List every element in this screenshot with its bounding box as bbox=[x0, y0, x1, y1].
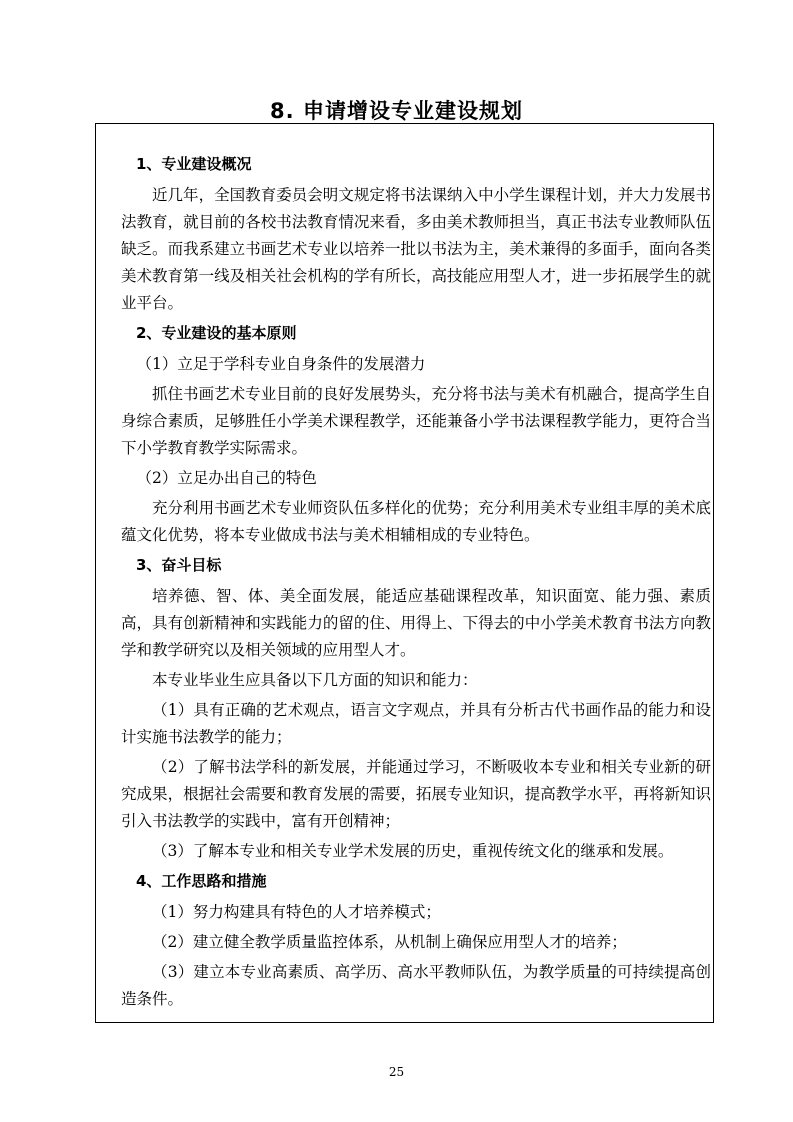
list-item: （3）建立本专业高素质、高学历、高水平教师队伍，为教学质量的可持续提高创造条件。 bbox=[121, 963, 711, 1008]
list-item: （1）努力构建具有特色的人才培养模式； bbox=[152, 903, 441, 921]
section-overview bbox=[121, 151, 711, 317]
section-heading: 2、专业建设的基本原则 bbox=[136, 324, 297, 342]
page-number: 25 bbox=[388, 1065, 405, 1079]
paragraph: 本专业毕业生应具备以下几方面的知识和能力： bbox=[152, 671, 478, 689]
page-title: 8. 申请增设专业建设规划 bbox=[270, 99, 523, 123]
paragraph: 抓住书画艺术专业目前的良好发展势头，充分将书法与美术有机融合，提高学生自身综合素质，足够胜任小学美术课程教学，还能兼备小学书法课程教学能力，更符合当下小学教育教学实际需求。 bbox=[121, 385, 711, 457]
section-measures bbox=[121, 868, 711, 1013]
list-item: （2）了解书法学科的新发展，并能通过学习，不断吸收本专业和相关专业新的研究成果，根据社会需要和教育发展的需要，拓展专业知识，提高教学水平，再将新知识引入书法教学的实践中，富有开创精神； bbox=[121, 758, 711, 830]
paragraph: 近几年，全国教育委员会明文规定将书法课纳入中小学生课程计划，并大力发展书法教育，就目前的各校书法教育情况来看，多由美术教师担当，真正书法专业教师队伍缺乏。而我系建立书画艺术专业以培养一批以书法为主，美术兼得的多面手，面向各类美术教育第一线及相关社会机构的学有所长，高技能应用型人才，进一步拓展学生的就业平台。 bbox=[121, 186, 711, 312]
section-principles bbox=[121, 320, 711, 549]
section-heading: 1、专业建设概况 bbox=[136, 155, 252, 173]
section-heading: 4、工作思路和措施 bbox=[136, 872, 267, 890]
sub-heading: （1）立足于学科专业自身条件的发展潜力 bbox=[136, 355, 426, 373]
list-item: （3）了解本专业和相关专业学术发展的历史，重视传统文化的继承和发展。 bbox=[152, 842, 674, 860]
list-item: （2）建立健全教学质量监控体系，从机制上确保应用型人才的培养； bbox=[152, 933, 627, 951]
paragraph: 培养德、智、体、美全面发展，能适应基础课程改革，知识面宽、能力强、素质高，具有创新精神和实践能力的留的住、用得上、下得去的中小学美术教育书法方向教学和教学研究以及相关领域的应用型人才。 bbox=[121, 587, 711, 659]
section-goals bbox=[121, 552, 711, 865]
section-heading: 3、奋斗目标 bbox=[136, 556, 222, 574]
list-item: （1）具有正确的艺术观点，语言文字观点，并具有分析古代书画作品的能力和设计实施书法教学的能力； bbox=[121, 701, 711, 746]
sub-heading: （2）立足办出自己的特色 bbox=[136, 469, 317, 487]
paragraph: 充分利用书画艺术专业师资队伍多样化的优势；充分利用美术专业组丰厚的美术底蕴文化优势，将本专业做成书法与美术相辅相成的专业特色。 bbox=[121, 499, 711, 544]
plan-content bbox=[121, 151, 711, 1016]
